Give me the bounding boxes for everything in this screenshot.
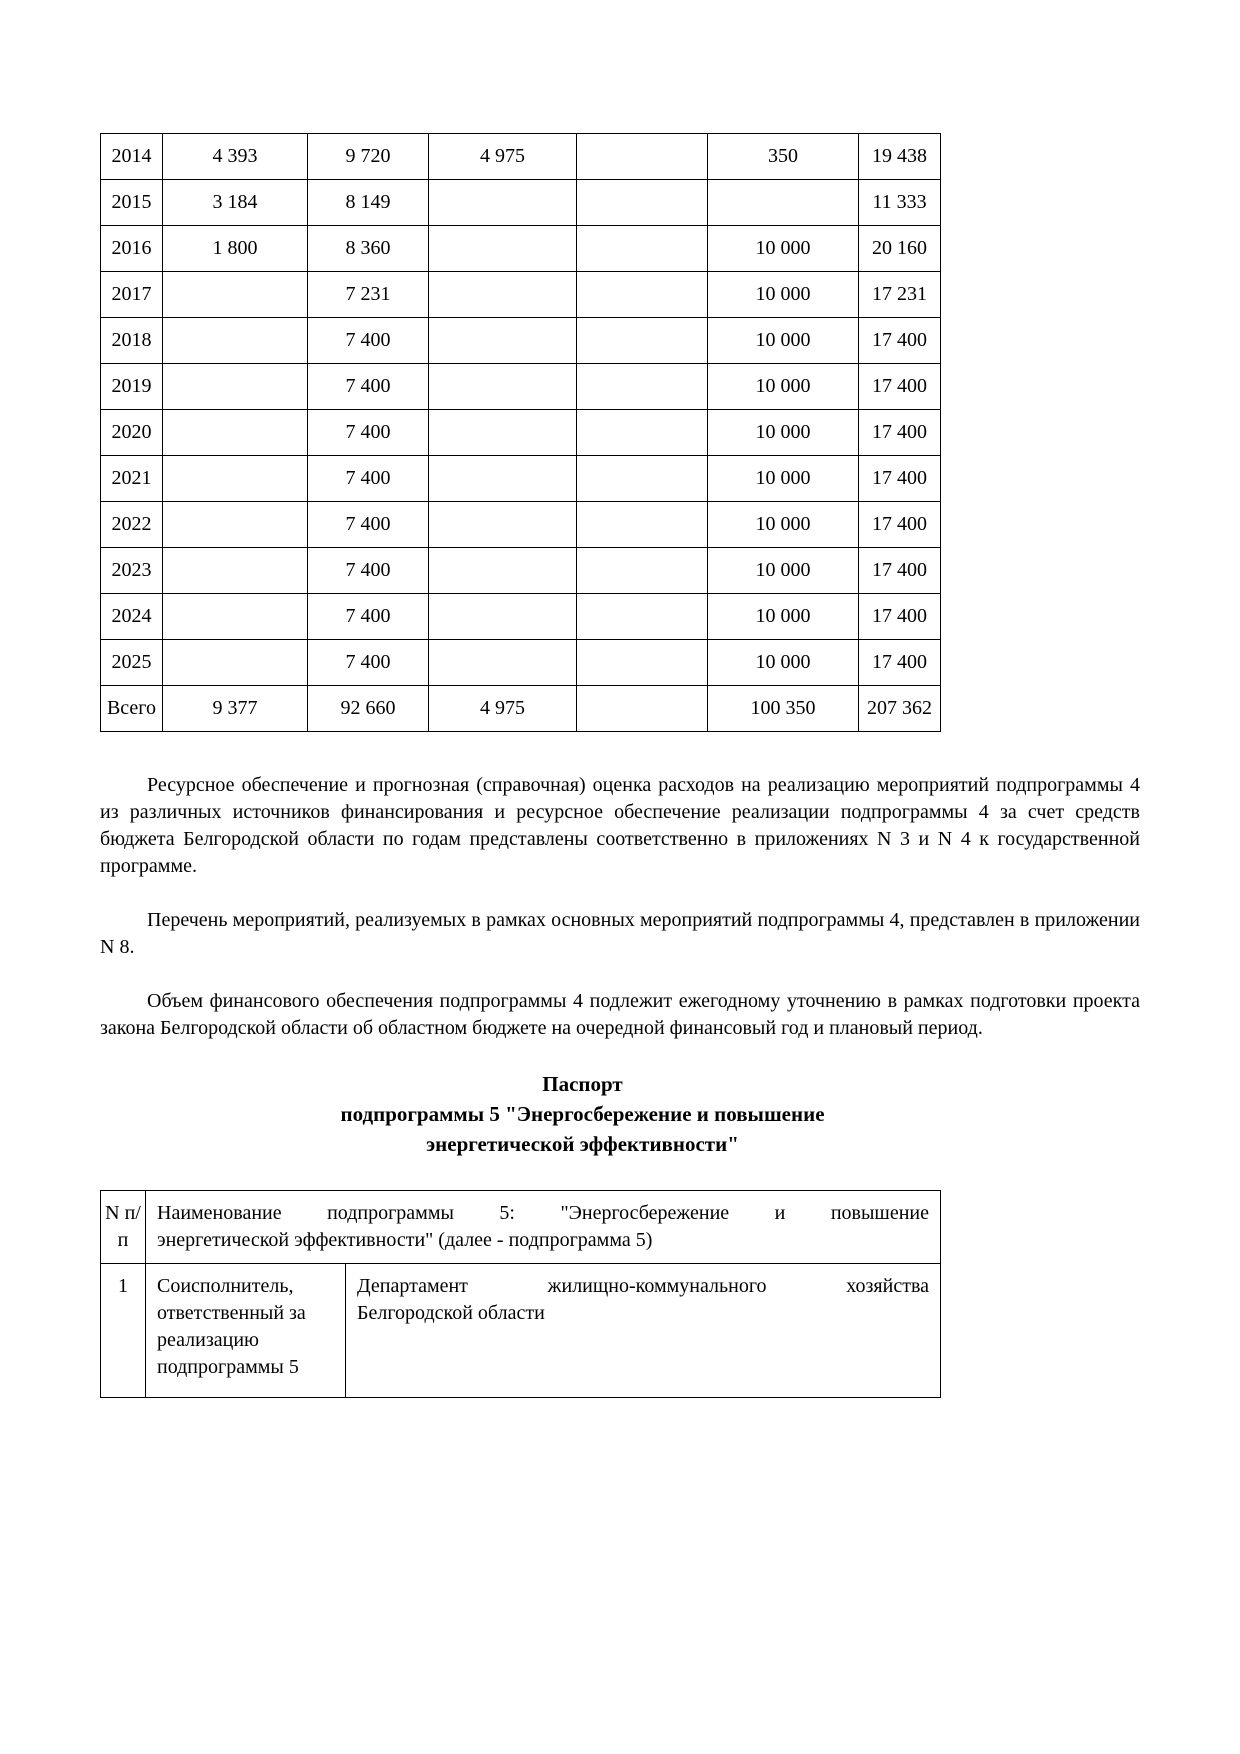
value-cell: 10 000 <box>708 548 859 594</box>
passport-header-text-cell <box>146 1191 941 1264</box>
value-cell <box>577 364 708 410</box>
passport-row1-value-line1: Департамент жилищно-коммунального хозяйства <box>357 1275 929 1297</box>
value-cell <box>577 410 708 456</box>
value-cell <box>429 272 577 318</box>
value-cell: 17 400 <box>859 410 941 456</box>
finance-table-row <box>101 134 941 180</box>
value-cell <box>163 318 308 364</box>
value-cell: 17 400 <box>859 364 941 410</box>
value-cell <box>429 226 577 272</box>
year-cell: 2018 <box>101 318 163 364</box>
value-cell: 1 800 <box>163 226 308 272</box>
finance-table-row <box>101 456 941 502</box>
finance-table-row <box>101 548 941 594</box>
value-cell: 10 000 <box>708 456 859 502</box>
year-cell: 2025 <box>101 640 163 686</box>
value-cell: 9 720 <box>308 134 429 180</box>
value-cell: 10 000 <box>708 318 859 364</box>
finance-table-row <box>101 364 941 410</box>
year-cell: 2020 <box>101 410 163 456</box>
value-cell: 8 149 <box>308 180 429 226</box>
value-cell <box>429 640 577 686</box>
passport-header-num-cell: N п/п <box>101 1191 146 1264</box>
heading-line-2: подпрограммы 5 "Энергосбережение и повышение <box>340 1102 825 1126</box>
year-cell: 2014 <box>101 134 163 180</box>
value-cell: 17 400 <box>859 548 941 594</box>
value-cell: 8 360 <box>308 226 429 272</box>
value-cell: 19 438 <box>859 134 941 180</box>
finance-table-row <box>101 594 941 640</box>
value-cell: 11 333 <box>859 180 941 226</box>
finance-table-row <box>101 686 941 732</box>
paragraph-funding: Объем финансового обеспечения подпрограммы 4 подлежит ежегодному уточнению в рамках подготовки проекта закона Белгородской области об областном бюджете на очередной финансовый год и плановый период. <box>100 990 1140 1039</box>
value-cell: 10 000 <box>708 410 859 456</box>
value-cell <box>577 548 708 594</box>
value-cell: 7 400 <box>308 318 429 364</box>
value-cell <box>429 456 577 502</box>
passport-header-row <box>101 1191 941 1264</box>
value-cell: 9 377 <box>163 686 308 732</box>
paragraph-resources: Ресурсное обеспечение и прогнозная (справочная) оценка расходов на реализацию мероприятий подпрограммы 4 из различных источников финансирования и ресурсное обеспечение реализации подпрограммы 4 за счет средств бюджета Белгородской области по годам представлены соответственно в приложениях N 3 и N 4 к государственной программе. <box>100 774 1140 877</box>
value-cell: 17 400 <box>859 502 941 548</box>
year-cell: 2024 <box>101 594 163 640</box>
year-cell: 2021 <box>101 456 163 502</box>
passport-row1-num-cell: 1 <box>101 1264 146 1398</box>
finance-table-row <box>101 640 941 686</box>
value-cell: 4 393 <box>163 134 308 180</box>
value-cell <box>163 548 308 594</box>
value-cell <box>577 594 708 640</box>
value-cell <box>163 410 308 456</box>
value-cell <box>577 272 708 318</box>
value-cell: 7 400 <box>308 502 429 548</box>
value-cell: 17 231 <box>859 272 941 318</box>
passport-row-1 <box>101 1264 941 1398</box>
value-cell: 92 660 <box>308 686 429 732</box>
value-cell <box>429 548 577 594</box>
year-cell: 2017 <box>101 272 163 318</box>
value-cell <box>577 226 708 272</box>
finance-table-row <box>101 180 941 226</box>
value-cell: 10 000 <box>708 226 859 272</box>
value-cell: 10 000 <box>708 640 859 686</box>
value-cell: 7 400 <box>308 410 429 456</box>
year-cell: 2016 <box>101 226 163 272</box>
year-cell: Всего <box>101 686 163 732</box>
value-cell <box>577 502 708 548</box>
year-cell: 2023 <box>101 548 163 594</box>
section-heading <box>100 1069 1065 1159</box>
value-cell: 10 000 <box>708 594 859 640</box>
value-cell: 350 <box>708 134 859 180</box>
value-cell <box>429 180 577 226</box>
year-cell: 2015 <box>101 180 163 226</box>
value-cell <box>577 686 708 732</box>
value-cell: 10 000 <box>708 272 859 318</box>
passport-row1-role-cell: Соисполнитель, ответственный за реализацию подпрограммы 5 <box>146 1264 346 1398</box>
finance-table-body <box>101 134 941 732</box>
passport-row1-value-cell <box>346 1264 941 1398</box>
value-cell: 7 400 <box>308 456 429 502</box>
body-text <box>100 772 1140 1042</box>
passport-header-text-line1: Наименование подпрограммы 5: "Энергосбережение и повышение <box>157 1202 929 1224</box>
value-cell: 17 400 <box>859 594 941 640</box>
paragraph-measures: Перечень мероприятий, реализуемых в рамках основных мероприятий подпрограммы 4, представлен в приложении N 8. <box>100 909 1140 958</box>
finance-table-row <box>101 318 941 364</box>
value-cell <box>577 180 708 226</box>
value-cell <box>577 318 708 364</box>
value-cell: 10 000 <box>708 364 859 410</box>
value-cell: 17 400 <box>859 456 941 502</box>
finance-table-row <box>101 410 941 456</box>
value-cell: 7 400 <box>308 364 429 410</box>
value-cell: 17 400 <box>859 318 941 364</box>
value-cell <box>163 502 308 548</box>
value-cell <box>577 134 708 180</box>
value-cell <box>163 640 308 686</box>
value-cell <box>163 456 308 502</box>
value-cell: 4 975 <box>429 686 577 732</box>
value-cell <box>577 456 708 502</box>
value-cell: 100 350 <box>708 686 859 732</box>
value-cell <box>429 410 577 456</box>
value-cell <box>429 502 577 548</box>
value-cell: 207 362 <box>859 686 941 732</box>
value-cell <box>577 640 708 686</box>
value-cell: 7 231 <box>308 272 429 318</box>
year-cell: 2022 <box>101 502 163 548</box>
value-cell: 7 400 <box>308 640 429 686</box>
passport-header-text-line2: энергетической эффективности" (далее - подпрограмма 5) <box>157 1229 653 1251</box>
value-cell <box>163 364 308 410</box>
value-cell: 17 400 <box>859 640 941 686</box>
value-cell <box>708 180 859 226</box>
passport-row1-value-line2: Белгородской области <box>357 1302 545 1324</box>
value-cell: 10 000 <box>708 502 859 548</box>
value-cell: 7 400 <box>308 548 429 594</box>
finance-table <box>100 133 941 732</box>
heading-line-3: энергетической эффективности" <box>426 1132 739 1156</box>
finance-table-row <box>101 226 941 272</box>
value-cell: 3 184 <box>163 180 308 226</box>
value-cell: 7 400 <box>308 594 429 640</box>
value-cell <box>163 594 308 640</box>
passport-table <box>100 1190 941 1398</box>
value-cell <box>429 594 577 640</box>
heading-line-1: Паспорт <box>542 1072 623 1096</box>
year-cell: 2019 <box>101 364 163 410</box>
value-cell <box>163 272 308 318</box>
finance-table-row <box>101 272 941 318</box>
value-cell: 20 160 <box>859 226 941 272</box>
value-cell <box>429 318 577 364</box>
value-cell: 4 975 <box>429 134 577 180</box>
value-cell <box>429 364 577 410</box>
finance-table-row <box>101 502 941 548</box>
